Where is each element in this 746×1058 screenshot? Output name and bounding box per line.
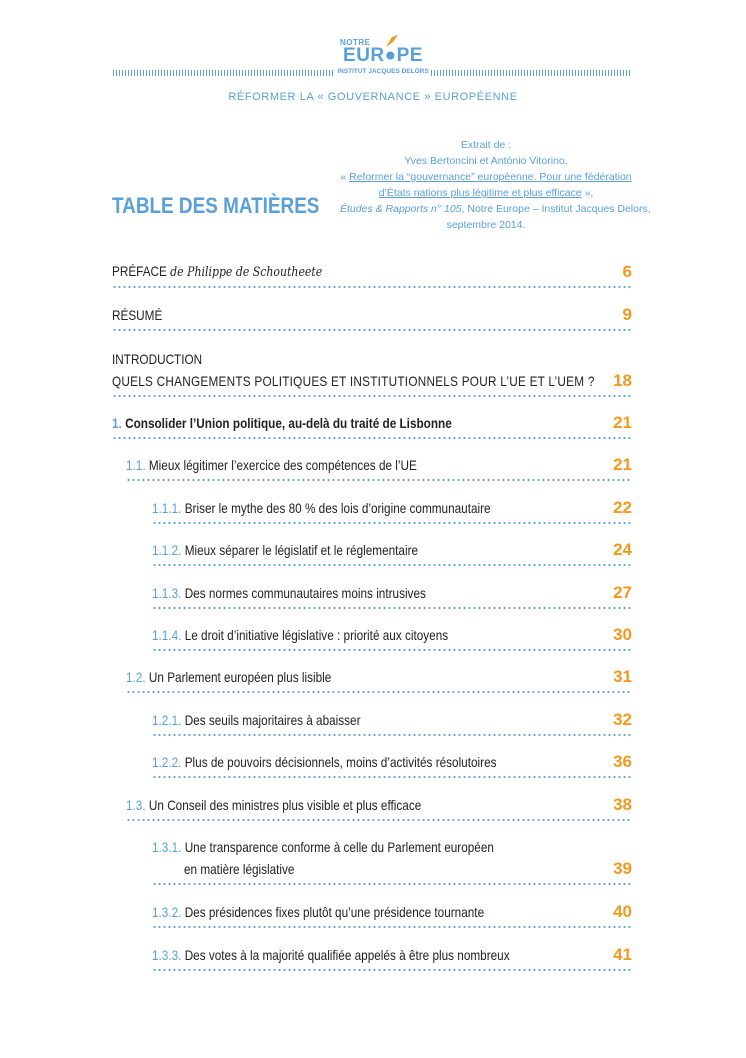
section-title: Des normes communautaires moins intrusives	[184, 585, 426, 601]
section-number: 1.2.2.	[152, 754, 182, 770]
page-header	[0, 0, 746, 110]
toc-entry-1-1-1[interactable]	[152, 490, 632, 524]
preface-author: de Philippe de Schoutheete	[170, 265, 323, 280]
citation-link[interactable]: d’États nations plus légitime et plus efficace	[378, 187, 582, 199]
page-number: 21	[613, 455, 632, 474]
toc-entry-label	[152, 585, 426, 601]
toc-entry-1-3-2[interactable]	[152, 895, 632, 928]
toc-entry-resume[interactable]	[112, 300, 632, 331]
logo-text-notre: NOTRE	[340, 38, 371, 47]
section-title: Une transparence conforme à celle du Parlement européen	[184, 839, 494, 855]
toc-entry-1-3-1[interactable]	[152, 830, 632, 885]
citation-publisher: , Notre Europe – Institut Jacques Delors,	[461, 203, 651, 215]
logo-text-institut: INSTITUT JACQUES DELORS	[337, 68, 429, 75]
page-number: 41	[613, 945, 632, 964]
dotted-separator	[152, 649, 632, 651]
dotted-separator	[152, 564, 632, 566]
running-title: RÉFORMER LA « GOUVERNANCE » EUROPÉENNE	[228, 91, 518, 103]
section-title: Le droit d’initiative législative : priorité aux citoyens	[184, 627, 449, 643]
citation-line	[340, 185, 632, 201]
dotted-separator	[112, 395, 632, 397]
toc-entry-1[interactable]	[112, 406, 632, 439]
toc-entry-1-1-3[interactable]	[152, 575, 632, 609]
toc-entry-1-3-3[interactable]	[152, 937, 632, 971]
page-number: 27	[613, 583, 632, 602]
toc-entry-label	[152, 542, 418, 558]
citation-link[interactable]: Reformer la “gouvernance” européenne. Pour une fédération	[349, 171, 632, 183]
toc-entry-1-2[interactable]	[126, 660, 632, 693]
toc-entry-1-2-1[interactable]	[152, 703, 632, 736]
notre-europe-logo	[336, 34, 430, 80]
citation-authors: Yves Bertoncini et António Vitorino,	[404, 155, 568, 167]
header-rule-left	[113, 70, 335, 76]
toc-entry-label	[126, 457, 417, 473]
section-number: 1.3.3.	[152, 947, 182, 963]
toc-entry-label	[152, 947, 510, 963]
page-number: 31	[613, 667, 632, 686]
page-number: 18	[613, 371, 632, 390]
section-title: Des présidences fixes plutôt qu’une présidence tournante	[184, 904, 485, 920]
section-number: 1.3.1.	[152, 839, 182, 855]
section-title: Mieux séparer le législatif et le réglementaire	[184, 542, 419, 558]
page-number: 9	[622, 305, 632, 324]
section-number: 1.2.1.	[152, 712, 182, 728]
dotted-separator	[126, 819, 632, 821]
toc-entry-label-continued: en matière législative	[184, 861, 295, 877]
page-number: 22	[613, 498, 632, 517]
page-number: 21	[613, 413, 632, 432]
dotted-separator	[112, 329, 632, 331]
toc-entry-1-3[interactable]	[126, 788, 632, 821]
section-number: 1.1.1.	[152, 500, 182, 516]
toc-entry-1-1-2[interactable]	[152, 533, 632, 566]
citation-block	[340, 137, 651, 233]
section-title: Un Conseil des ministres plus visible et plus efficace	[148, 797, 422, 813]
toc-entry-label	[152, 839, 494, 855]
page-number: 24	[613, 540, 632, 559]
toc-entry-label: INTRODUCTION	[112, 351, 203, 367]
toc-entry-label	[112, 415, 452, 431]
toc-entry-introduction[interactable]	[112, 344, 632, 397]
toc-entry-preface[interactable]	[112, 258, 632, 288]
dotted-separator	[152, 883, 632, 885]
citation-line	[340, 169, 632, 185]
section-number: 1.3.	[126, 797, 146, 813]
dotted-separator	[112, 286, 632, 288]
section-number: 1.3.2.	[152, 904, 182, 920]
page-number: 32	[613, 710, 632, 729]
dotted-separator	[152, 969, 632, 971]
dotted-separator	[112, 437, 632, 439]
citation-date: septembre 2014.	[446, 219, 526, 231]
toc-entry-label	[112, 263, 322, 280]
page-number: 40	[613, 902, 632, 921]
dotted-separator	[152, 776, 632, 778]
dotted-separator	[152, 926, 632, 928]
section-title: Briser le mythe des 80 % des lois d’origine communautaire	[184, 500, 491, 516]
page-number: 36	[613, 752, 632, 771]
toc-entry-subtitle: QUELS CHANGEMENTS POLITIQUES ET INSTITUTIONNELS POUR L’UE ET L’UEM ?	[112, 373, 595, 389]
header-rule-right	[431, 70, 632, 76]
page-number: 6	[622, 262, 632, 281]
section-title: Mieux légitimer l’exercice des compétences de l’UE	[148, 457, 417, 473]
toc-entry-label	[152, 500, 491, 516]
section-title: Consolider l’Union politique, au-delà du traité de Lisbonne	[125, 415, 452, 431]
dotted-separator	[126, 691, 632, 693]
section-title: Des votes à la majorité qualifiée appelés à être plus nombreux	[184, 947, 510, 963]
toc-entry-1-1-4[interactable]	[152, 618, 632, 651]
citation-series: Études & Rapports n° 105	[340, 203, 462, 215]
toc-entry-1-1[interactable]	[126, 448, 632, 481]
page-number: 38	[613, 795, 632, 814]
section-number: 1.1.4.	[152, 627, 182, 643]
logo-text-europe: EUR●PE	[343, 45, 423, 66]
toc-entry-1-2-2[interactable]	[152, 745, 632, 778]
section-number: 1.1.	[126, 457, 146, 473]
section-number: 1.2.	[126, 669, 146, 685]
toc-entry-label	[126, 797, 421, 813]
toc-entry-label	[152, 627, 448, 643]
page-number: 30	[613, 625, 632, 644]
section-title: Un Parlement européen plus lisible	[148, 669, 332, 685]
dotted-separator	[152, 522, 632, 524]
toc-entry-label	[152, 754, 496, 770]
preface-label: PRÉFACE	[112, 263, 167, 279]
citation-line: Extrait de :	[460, 139, 512, 151]
citation-quote: «	[340, 171, 350, 183]
citation-quote: »,	[581, 187, 594, 199]
section-number: 1.1.2.	[152, 542, 182, 558]
toc-entry-label: RÉSUMÉ	[112, 307, 163, 323]
dotted-separator	[126, 479, 632, 481]
page-number: 39	[613, 859, 632, 878]
section-number: 1.1.3.	[152, 585, 182, 601]
dotted-separator	[152, 607, 632, 609]
section-number: 1.	[112, 415, 122, 431]
citation-line	[340, 201, 651, 217]
section-title: Des seuils majoritaires à abaisser	[184, 712, 361, 728]
dotted-separator	[152, 734, 632, 736]
section-title: Plus de pouvoirs décisionnels, moins d’activités résolutoires	[184, 754, 497, 770]
toc-entry-label	[152, 712, 361, 728]
toc-entry-label	[152, 904, 484, 920]
page-title: TABLE DES MATIÈRES	[112, 193, 320, 218]
toc-entry-label	[126, 669, 331, 685]
